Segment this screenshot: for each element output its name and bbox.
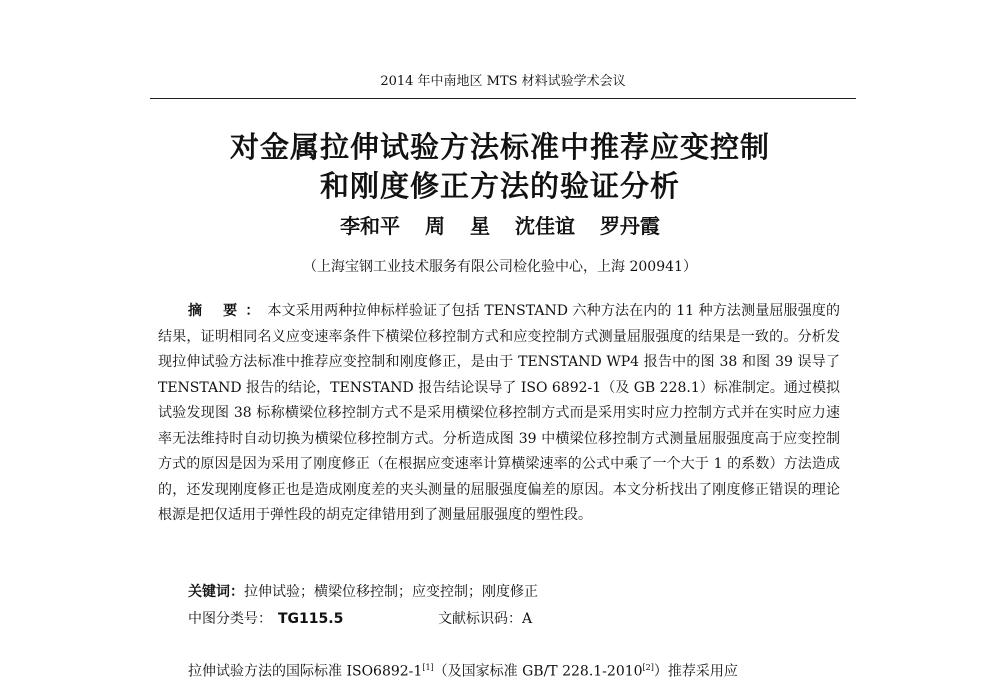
- affiliation: （上海宝钢工业技术服务有限公司检化验中心，上海 200941）: [303, 259, 697, 275]
- body-text: 拉伸试验方法的国际标准 ISO6892-1: [188, 663, 423, 680]
- paper-title-line-2: 和刚度修正方法的验证分析: [319, 169, 680, 203]
- keywords-text: 拉伸试验；横梁位移控制；应变控制；刚度修正: [244, 584, 538, 600]
- author-list: [160, 210, 840, 239]
- doc-label: 文献标识码：: [438, 611, 522, 627]
- classification-line: [188, 609, 838, 629]
- body-text: ）推荐采用应: [653, 663, 738, 680]
- abstract-label: 摘 要：: [188, 303, 268, 319]
- clc-code: TG115.5: [278, 611, 344, 627]
- keywords: [188, 582, 538, 602]
- keywords-label: 关键词：: [188, 584, 244, 600]
- body-text-start: [188, 658, 848, 682]
- abstract: [158, 299, 840, 529]
- author: 李和平: [340, 214, 401, 238]
- paper-title-line-1: 对金属拉伸试验方法标准中推荐应变控制: [229, 130, 770, 164]
- author: 沈佳谊: [514, 214, 575, 238]
- body-text: （及国家标准 GB/T 228.1-2010: [433, 663, 643, 680]
- author: 罗丹霞: [599, 214, 660, 238]
- abstract-text: 本文采用两种拉伸标样验证了包括 TENSTAND 六种方法在内的 11 种方法测量屈服强度的结果，证明相同名义应变速率条件下横梁位移控制方式和应变控制方式测量屈服强度的结果是一致的。分析发现拉伸试验方法标准中推荐应变控制和刚度修正，是由于 TENSTAND WP4 报告中的图 38 和图 39 误导了 TENSTAND 报告的结论，TENSTAND 报告结论误导了 ISO 6892-1（及 GB 228.1）标准制定。通过模拟试验发现图 38 标称横梁位移控制方式不是采用横梁位移控制方式而是采用实时应力控制方式并在实时应力速率无法维持时自动切换为横梁位移控制方式。分析造成图 39 中横梁位移控制方式测量屈服强度高于应变控制方式的原因是因为采用了刚度修正（在根据应变速率计算横梁速率的公式中乘了一个大于 1 的系数）方法造成的，还发现刚度修正也是造成刚度差的夹头测量的屈服强度偏差的原因。本文分析找出了刚度修正错误的理论根源是把仅适用于弹性段的胡克定律错用到了测量屈服强度的塑性段。: [158, 303, 840, 523]
- conference-name: 2014 年中南地区 MTS 材料试验学术会议: [380, 74, 626, 89]
- doc-code: A: [522, 611, 533, 627]
- clc-label: 中图分类号：: [188, 611, 272, 627]
- author: 周 星: [425, 214, 490, 238]
- document-code: [438, 609, 532, 629]
- running-header: [150, 72, 856, 99]
- citation-ref[interactable]: [1]: [422, 663, 434, 672]
- citation-ref[interactable]: [2]: [642, 663, 654, 672]
